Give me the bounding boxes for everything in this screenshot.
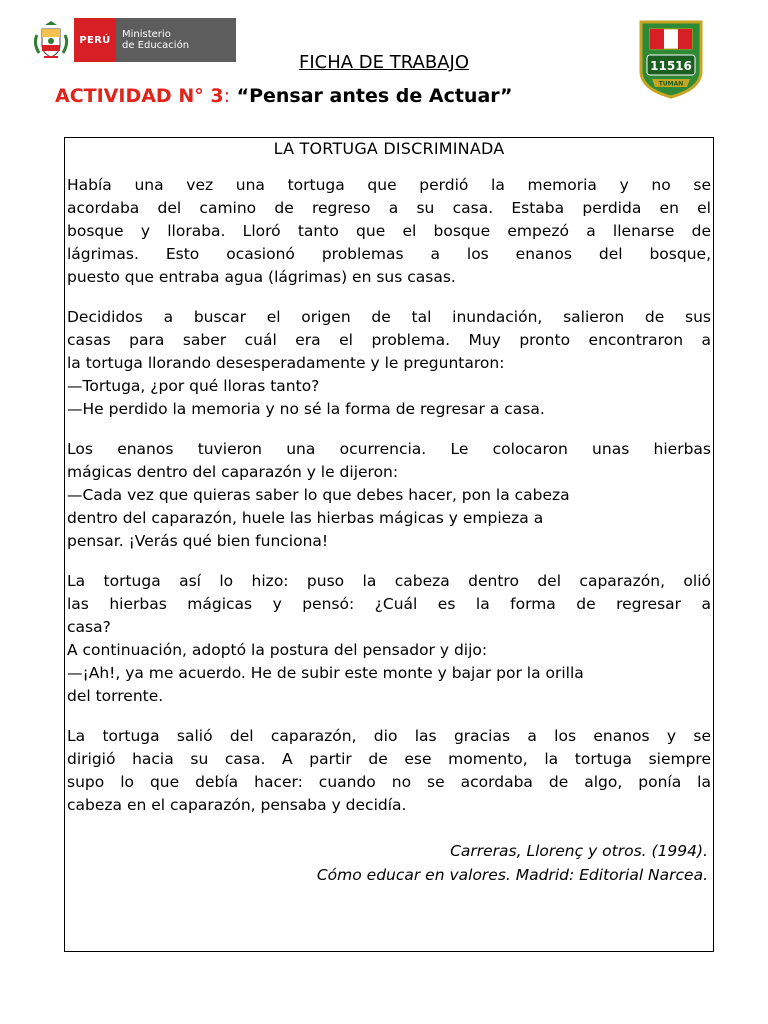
citation-line-2: Cómo educar en valores. Madrid: Editorial Narcea.	[316, 866, 708, 884]
story-line: casas para saber cuál era el problema. Muy pronto encontraron a	[67, 331, 711, 349]
story-line: las hierbas mágicas y pensó: ¿Cuál es la forma de regresar a	[67, 595, 711, 613]
story-line: —¡Ah!, ya me acuerdo. He de subir este monte y bajar por la orilla	[67, 664, 584, 682]
story-line: casa?	[67, 618, 111, 636]
story-line: —Tortuga, ¿por qué lloras tanto?	[67, 377, 320, 395]
story-line: cabeza en el caparazón, pensaba y decidía.	[67, 796, 407, 814]
story-line: Los enanos tuvieron una ocurrencia. Le colocaron unas hierbas	[67, 440, 711, 458]
story-line: del torrente.	[67, 687, 164, 705]
activity-colon: :	[223, 85, 230, 107]
story-line: dirigió hacia su casa. A partir de ese momento, la tortuga siempre	[67, 750, 711, 768]
peru-label: PERÚ	[74, 18, 116, 62]
story-line: puesto que entraba agua (lágrimas) en sus casas.	[67, 268, 456, 286]
story-line: A continuación, adoptó la postura del pensador y dijo:	[67, 641, 488, 659]
story-paragraph	[67, 725, 711, 817]
story-paragraph	[67, 306, 711, 421]
citation-line-1: Carreras, Llorenç y otros. (1994).	[450, 842, 708, 860]
story-paragraph	[67, 570, 711, 708]
story-line: —Cada vez que quieras saber lo que debes hacer, pon la cabeza	[67, 486, 570, 504]
story-line: la tortuga llorando desesperadamente y le preguntaron:	[67, 354, 505, 372]
story-box	[64, 137, 714, 952]
story-line: La tortuga así lo hizo: puso la cabeza dentro del caparazón, olió	[67, 572, 711, 590]
story-paragraph	[67, 174, 711, 289]
activity-title: “Pensar antes de Actuar”	[236, 85, 513, 107]
activity-heading	[55, 85, 512, 107]
story-line: —He perdido la memoria y no sé la forma de regresar a casa.	[67, 400, 545, 418]
story-line: dentro del caparazón, huele las hierbas mágicas y empieza a	[67, 509, 544, 527]
story-line: mágicas dentro del caparazón y le dijeron:	[67, 463, 399, 481]
story-line: supo lo que debía hacer: cuando no se acordaba de algo, ponía la	[67, 773, 711, 791]
ministry-line-2: de Educación	[122, 40, 190, 51]
story-line: bosque y lloraba. Lloró tanto que el bosque empezó a llenarse de	[67, 222, 711, 240]
story-title: LA TORTUGA DISCRIMINADA	[273, 139, 505, 158]
citation	[67, 839, 711, 887]
story-line: acordaba del camino de regreso a su casa. Estaba perdida en el	[67, 199, 711, 217]
story-paragraph	[67, 438, 711, 553]
story-line: La tortuga salió del caparazón, dio las gracias a los enanos y se	[67, 727, 711, 745]
ficha-title: FICHA DE TRABAJO	[299, 52, 469, 73]
activity-label: ACTIVIDAD N° 3	[55, 85, 224, 107]
badge-number: 11516	[650, 59, 692, 73]
story-line: pensar. ¡Verás qué bien funciona!	[67, 532, 329, 550]
story-line: lágrimas. Esto ocasionó problemas a los enanos del bosque,	[67, 245, 711, 263]
story-body	[67, 174, 711, 817]
story-line: Había una vez una tortuga que perdió la memoria y no se	[67, 176, 711, 194]
story-line: Decididos a buscar el origen de tal inundación, salieron de sus	[67, 308, 711, 326]
badge-name: TUMAN	[658, 80, 684, 88]
ministry-line-1: Ministerio	[122, 29, 171, 40]
